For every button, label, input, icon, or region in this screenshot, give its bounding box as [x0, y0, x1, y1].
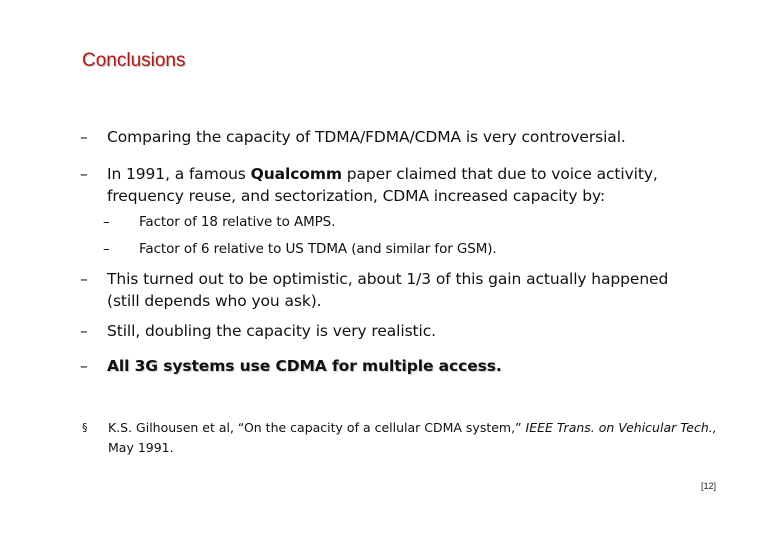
bullet-dash: –: [80, 270, 88, 288]
sub-bullet-item: [103, 239, 497, 259]
reference-citation: [82, 418, 717, 458]
bullet-text-line1: This turned out to be optimistic, about 1/3 of this gain actually happened: [107, 270, 669, 288]
bullet-text-bold: Qualcomm: [250, 165, 342, 183]
bullet-dash: –: [80, 128, 88, 146]
bullet-item: [80, 126, 626, 148]
reference-marker: §: [82, 421, 88, 434]
bullet-item: [80, 163, 658, 207]
bullet-text-line2: (still depends who you ask).: [107, 292, 322, 310]
bullet-text-pre: In 1991, a famous: [107, 165, 251, 183]
reference-journal: IEEE Trans. on Vehicular Tech.,: [525, 420, 717, 435]
bullet-item: [80, 355, 502, 377]
bullet-text: [107, 268, 668, 312]
bullet-text: Factor of 18 relative to AMPS.: [139, 214, 336, 230]
bullet-text: [107, 163, 658, 207]
bullet-dash: –: [103, 241, 110, 257]
sub-bullet-item: [103, 212, 335, 232]
bullet-text: Still, doubling the capacity is very realistic.: [107, 322, 436, 340]
bullet-dash: –: [103, 214, 110, 230]
bullet-text: Factor of 6 relative to US TDMA (and similar for GSM).: [139, 241, 497, 257]
bullet-text-post: paper claimed that due to voice activity,: [341, 165, 658, 183]
reference-date: May 1991.: [108, 440, 174, 455]
bullet-item: [80, 268, 668, 312]
bullet-dash: –: [80, 165, 88, 183]
bullet-item: [80, 320, 436, 342]
bullet-text: Comparing the capacity of TDMA/FDMA/CDMA is very controversial.: [107, 128, 626, 146]
bullet-text-line2: frequency reuse, and sectorization, CDMA increased capacity by:: [107, 187, 606, 205]
page-number: [12]: [701, 481, 717, 491]
reference-text-main: K.S. Gilhousen et al, “On the capacity of a cellular CDMA system,”: [108, 420, 526, 435]
bullet-dash: –: [80, 322, 88, 340]
bullet-text: All 3G systems use CDMA for multiple access.: [107, 357, 502, 375]
page-title: Conclusions: [82, 50, 186, 71]
bullet-dash: –: [80, 357, 88, 375]
reference-text: [108, 418, 717, 458]
